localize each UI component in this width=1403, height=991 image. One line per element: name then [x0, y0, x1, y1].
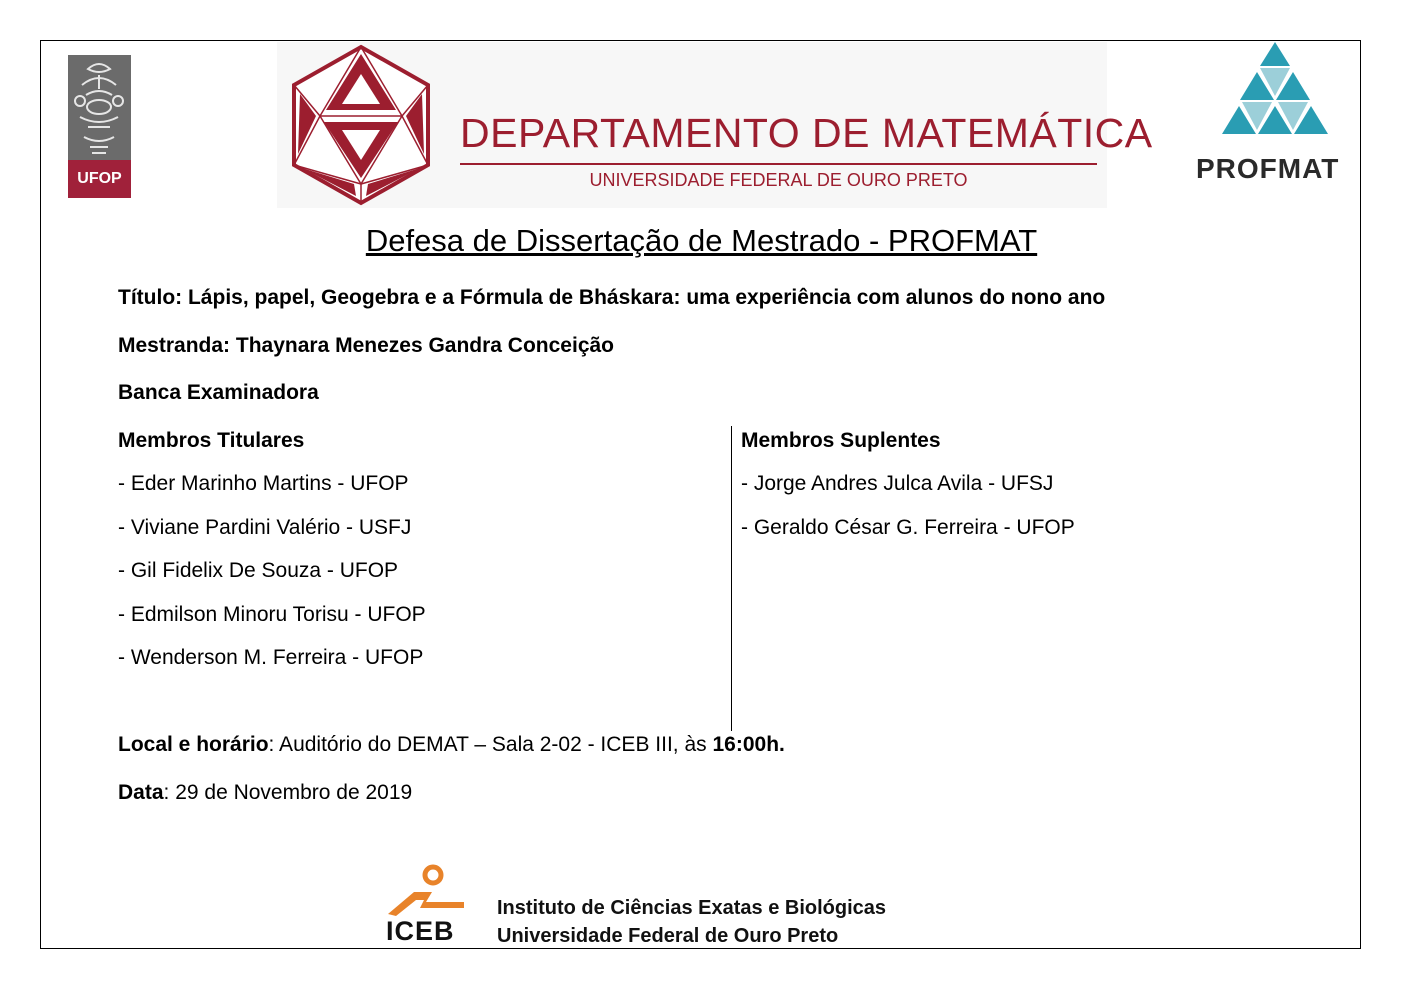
iceb-university-name: Universidade Federal de Ouro Preto	[497, 925, 839, 947]
iceb-label: ICEB	[386, 916, 455, 946]
profmat-triangles-icon	[1220, 42, 1330, 136]
suplente-member: - Jorge Andres Julca Avila - UFSJ	[741, 472, 1054, 495]
local-line	[118, 733, 785, 757]
page-title	[0, 223, 1403, 259]
demat-subtitle: UNIVERSIDADE FEDERAL DE OURO PRETO	[589, 170, 968, 190]
suplentes-header: Membros Suplentes	[741, 429, 941, 452]
column-divider	[731, 426, 732, 731]
ufop-label: UFOP	[68, 160, 131, 198]
demat-title: DEPARTAMENTO DE MATEMÁTICA	[460, 110, 1153, 156]
titular-member: - Gil Fidelix De Souza - UFOP	[118, 559, 399, 582]
page-title-text: Defesa de Dissertação de Mestrado - PROFMAT	[365, 223, 1038, 258]
data-value: : 29 de Novembro de 2019	[163, 781, 413, 804]
titulares-header: Membros Titulares	[118, 429, 305, 452]
suplente-member: - Geraldo César G. Ferreira - UFOP	[741, 516, 1075, 539]
titulo-line	[118, 286, 1105, 310]
ufop-logo	[68, 55, 131, 198]
iceb-figure-icon	[386, 862, 466, 922]
titular-member: - Viviane Pardini Valério - USFJ	[118, 516, 412, 539]
titular-member: - Eder Marinho Martins - UFOP	[118, 472, 409, 495]
ufop-emblem-icon	[68, 55, 131, 160]
titular-member: - Edmilson Minoru Torisu - UFOP	[118, 603, 426, 626]
demat-divider	[460, 163, 1097, 165]
titular-member: - Wenderson M. Ferreira - UFOP	[118, 646, 424, 669]
banca-heading: Banca Examinadora	[118, 381, 319, 404]
local-value: : Auditório do DEMAT – Sala 2-02 - ICEB III, às	[268, 733, 713, 756]
profmat-label: PROFMAT	[1196, 153, 1340, 184]
icosahedron-icon	[290, 44, 432, 206]
titulo-value: Lápis, papel, Geogebra e a Fórmula de Bháskara: uma experiência com alunos do nono ano	[187, 286, 1106, 309]
local-time: 16:00h.	[712, 733, 785, 756]
mestranda-line	[118, 334, 614, 358]
mestranda-label: Mestranda:	[118, 334, 231, 357]
titulo-label: Título:	[118, 286, 183, 309]
data-label: Data	[118, 781, 164, 804]
iceb-institute-name: Instituto de Ciências Exatas e Biológicas	[497, 897, 887, 919]
data-line	[118, 781, 412, 805]
local-label: Local e horário	[118, 733, 269, 756]
mestranda-value: Thaynara Menezes Gandra Conceição	[235, 334, 615, 357]
